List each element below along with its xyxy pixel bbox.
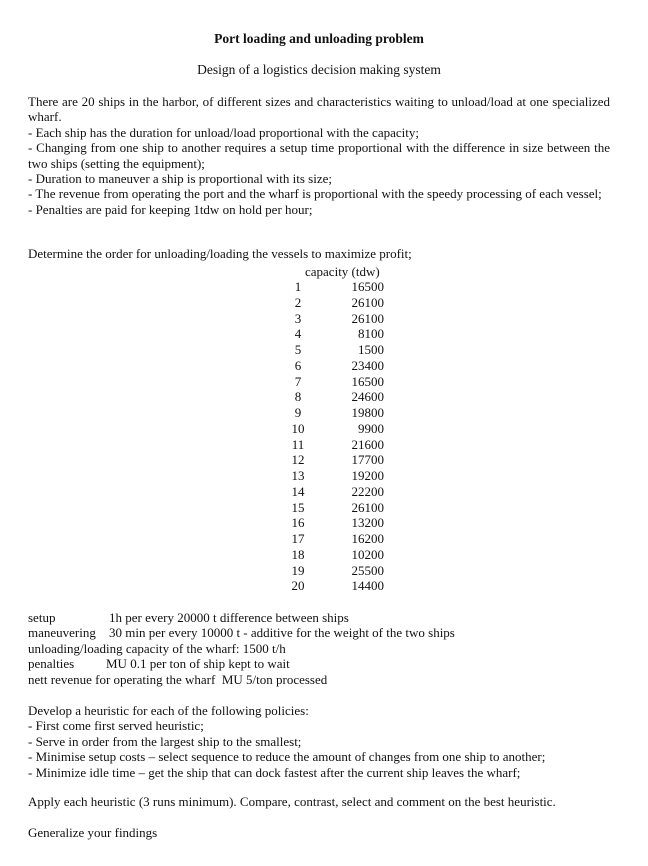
problem-description (28, 94, 610, 217)
ship-number: 8 (294, 389, 302, 405)
policy-item: - Minimise setup costs – select sequence to reduce the amount of changes from one ship to another; (28, 749, 546, 765)
table-row (28, 389, 610, 405)
table-row (28, 311, 610, 327)
revenue-line: nett revenue for operating the wharf MU 5/ton processed (28, 671, 328, 687)
ship-capacity: 26100 (351, 294, 384, 310)
ship-capacity: 1500 (358, 342, 384, 357)
table-row (28, 326, 610, 342)
intro-paragraph: There are 20 ships in the harbor, of different sizes and characteristics waiting to unload/load at one specialized wharf. (28, 94, 610, 125)
ship-number: 11 (291, 436, 305, 452)
table-row (28, 563, 610, 579)
table-row (28, 437, 610, 453)
ship-capacity: 19200 (351, 468, 384, 483)
generalize-instructions: Generalize your findings (28, 825, 158, 840)
document-title: Port loading and unloading problem (214, 31, 424, 46)
policy-item: - First come first served heuristic; (28, 718, 204, 734)
apply-instructions: Apply each heuristic (3 runs minimum). Compare, contrast, select and comment on the best heuristic. (28, 794, 556, 809)
table-row (28, 515, 610, 531)
ship-number: 9 (294, 405, 302, 420)
ship-number: 2 (294, 294, 302, 310)
table-row (28, 484, 610, 500)
table-row (28, 358, 610, 374)
ship-capacity: 17700 (351, 452, 384, 468)
intro-bullet: - Each ship has the duration for unload/load proportional with the capacity; (28, 124, 419, 140)
ship-capacity: 26100 (351, 499, 384, 515)
table-row (28, 452, 610, 468)
ship-number: 10 (291, 420, 305, 436)
ship-number: 6 (294, 357, 302, 373)
ship-capacity: 8100 (358, 326, 384, 342)
ship-number: 1 (294, 279, 302, 294)
intro-bullet: - Duration to maneuver a ship is proportional with its size; (28, 171, 332, 187)
ship-capacity: 22200 (351, 483, 384, 499)
ship-number: 14 (291, 483, 305, 499)
table-row (28, 578, 610, 594)
policies-intro: Develop a heuristic for each of the following policies: (28, 703, 309, 718)
setup-line (28, 610, 455, 625)
policies-block (28, 703, 545, 780)
table-row (28, 421, 610, 437)
table-row (28, 547, 610, 563)
ship-number: 3 (294, 310, 302, 326)
policy-item: - Serve in order from the largest ship to the smallest; (28, 733, 302, 749)
intro-bullet: - The revenue from operating the port and the wharf is proportional with the speedy processing of each vessel; (28, 186, 602, 202)
table-row (28, 342, 610, 358)
table-row (28, 279, 610, 295)
table-row (28, 531, 610, 547)
ship-capacity: 16500 (351, 279, 384, 294)
setup-value: 1h per every 20000 t difference between ships (109, 610, 349, 625)
maneuvering-label: maneuvering (28, 625, 96, 641)
ship-number: 13 (291, 468, 305, 483)
document-subtitle: Design of a logistics decision making system (197, 62, 441, 77)
ship-number: 5 (294, 342, 302, 357)
penalties-label: penalties (28, 656, 75, 672)
ship-number: 18 (291, 546, 305, 562)
setup-label: setup (28, 610, 56, 625)
ship-capacity: 23400 (351, 357, 384, 373)
table-row (28, 405, 610, 421)
ship-capacity: 26100 (351, 310, 384, 326)
ship-number: 16 (291, 515, 305, 531)
intro-bullet: - Changing from one ship to another requires a setup time proportional with the difference in size between the two ships (setting the equipment); (28, 140, 610, 171)
table-row (28, 295, 610, 311)
intro-bullet: - Penalties are paid for keeping 1tdw on hold per hour; (28, 201, 313, 217)
parameters-block (28, 610, 455, 687)
ship-capacity: 16500 (351, 373, 384, 389)
ship-number: 7 (294, 373, 302, 389)
ship-number: 15 (291, 499, 305, 515)
ship-capacity: 9900 (358, 420, 384, 436)
ship-capacity: 24600 (351, 389, 384, 405)
objective-text: Determine the order for unloading/loading the vessels to maximize profit; (28, 246, 412, 261)
ship-number: 20 (291, 578, 305, 594)
maneuvering-value: 30 min per every 10000 t - additive for the weight of the two ships (109, 625, 455, 641)
ship-capacity: 19800 (351, 405, 384, 420)
ship-capacity: 14400 (351, 578, 384, 594)
ship-capacity: 25500 (351, 562, 384, 578)
ship-number: 12 (291, 452, 305, 468)
penalties-line (28, 656, 455, 671)
table-row (28, 374, 610, 390)
capacity-column-header: capacity (tdw) (305, 264, 380, 279)
ship-capacity: 16200 (351, 531, 384, 546)
ship-capacity: 21600 (351, 436, 384, 452)
table-row (28, 468, 610, 484)
maneuvering-line (28, 625, 455, 640)
ship-number: 4 (294, 326, 302, 342)
penalties-value: MU 0.1 per ton of ship kept to wait (106, 656, 290, 672)
table-row (28, 500, 610, 516)
wharf-capacity-line: unloading/loading capacity of the wharf: 1500 t/h (28, 640, 286, 656)
ship-number: 19 (291, 562, 305, 578)
ship-capacity: 10200 (351, 546, 384, 562)
policy-item: - Minimize idle time – get the ship that can dock fastest after the current ship leaves the wharf; (28, 764, 521, 780)
ship-capacity: 13200 (351, 515, 384, 531)
ship-number: 17 (291, 531, 305, 546)
